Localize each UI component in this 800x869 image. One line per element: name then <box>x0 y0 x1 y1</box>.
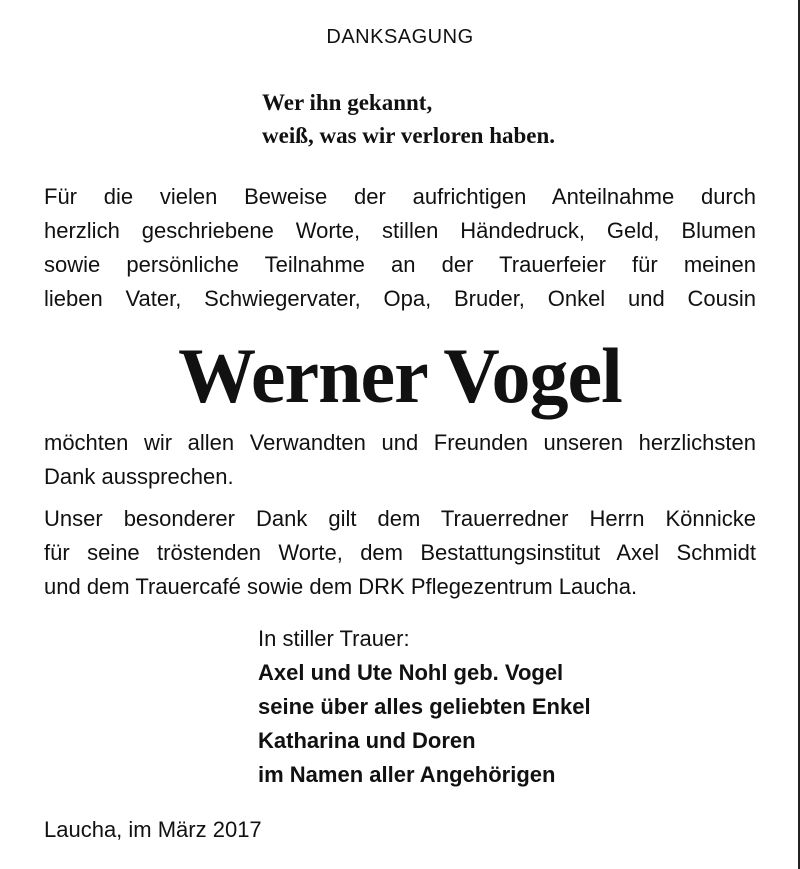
special-thanks-paragraph <box>44 502 756 604</box>
thanks-paragraph <box>44 426 756 494</box>
signature-line: Katharina und Doren <box>258 728 476 753</box>
special-thanks-line: und dem Trauercafé sowie dem DRK Pflegezentrum Laucha. <box>44 574 638 599</box>
signature-line: im Namen aller Angehörigen <box>258 762 556 787</box>
intro-line: herzlich geschriebene Worte, stillen Händedruck, Geld, Blumen <box>44 218 756 243</box>
signature-line: Axel und Ute Nohl geb. Vogel <box>258 660 564 685</box>
intro-line: sowie persönliche Teilnahme an der Trauerfeier für meinen <box>44 252 756 277</box>
motto-line: Wer ihn gekannt, <box>262 90 433 115</box>
intro-paragraph <box>44 180 756 316</box>
thanks-line: möchten wir allen Verwandten und Freunden unseren herzlichsten <box>44 430 756 455</box>
motto-line: weiß, was wir verloren haben. <box>262 123 556 148</box>
special-thanks-line: für seine tröstenden Worte, dem Bestattungsinstitut Axel Schmidt <box>44 540 756 565</box>
signature-block <box>258 622 591 792</box>
deceased-name: Werner Vogel <box>178 332 622 419</box>
notice-heading: DANKSAGUNG <box>326 26 474 48</box>
place-date: Laucha, im März 2017 <box>44 817 262 842</box>
thanks-line: Dank aussprechen. <box>44 464 234 489</box>
signature-line: seine über alles geliebten Enkel <box>258 694 591 719</box>
motto <box>262 86 555 152</box>
signature-intro: In stiller Trauer: <box>258 626 410 651</box>
intro-line: lieben Vater, Schwiegervater, Opa, Bruder, Onkel und Cousin <box>44 286 756 311</box>
special-thanks-line: Unser besonderer Dank gilt dem Trauerredner Herrn Könnicke <box>44 506 756 531</box>
intro-line: Für die vielen Beweise der aufrichtigen Anteilnahme durch <box>44 184 756 209</box>
